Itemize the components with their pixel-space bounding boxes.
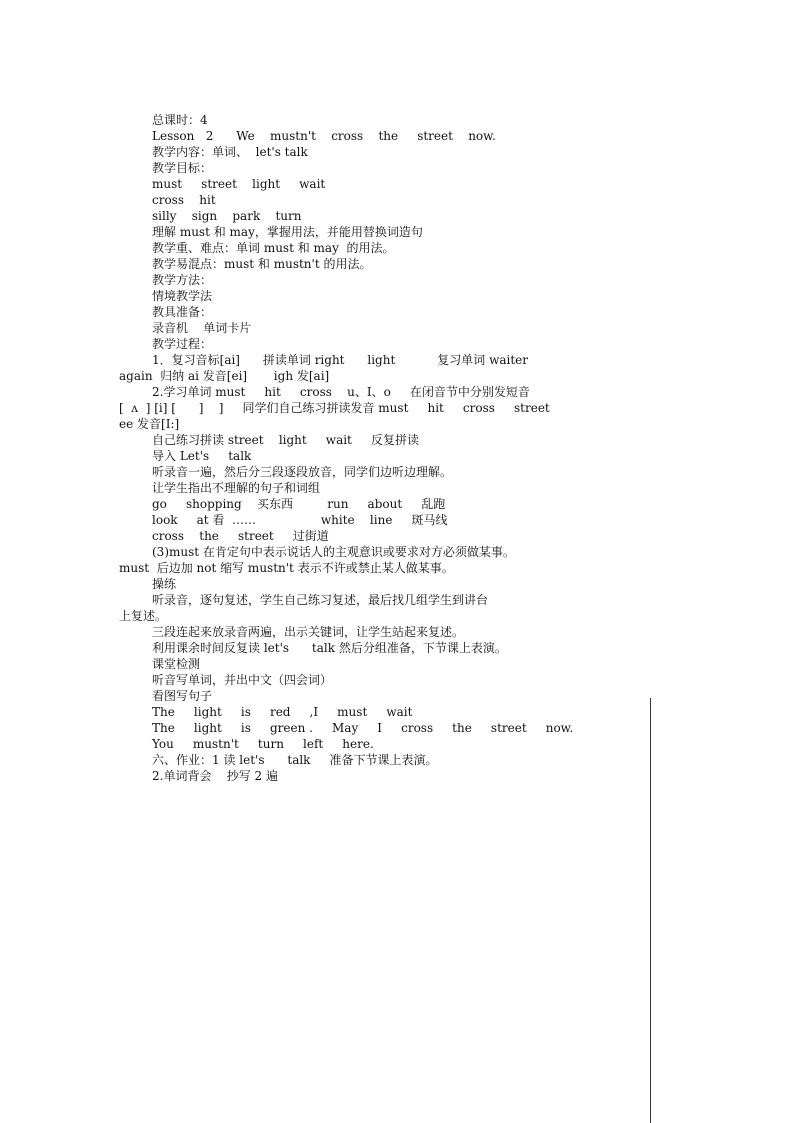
text-line: 2.单词背会 抄写 2 遍	[152, 769, 278, 783]
text-line: 教学方法：	[152, 273, 213, 287]
text-line: [ ʌ ] [i] [ ] ] 同学们自己练习拼读发音 must hit cross street	[119, 401, 550, 415]
text-line: 看图写句子	[152, 689, 213, 703]
text-line: 理解 must 和 may，掌握用法，并能用替换词造句	[152, 225, 423, 239]
text-line: 三段连起来放录音两遍，出示关键词，让学生站起来复述。	[152, 625, 465, 639]
text-line: go shopping 买东西 run about 乱跑	[152, 497, 446, 511]
text-line: look at 看 …… white line 斑马线	[152, 513, 448, 527]
text-line: 教学内容：单词、 let's talk	[152, 145, 308, 159]
text-line: 导入 Let's talk	[152, 449, 252, 463]
text-line: 让学生指出不理解的句子和词组	[152, 481, 321, 495]
text-line: 教学过程：	[152, 337, 213, 351]
text-line: 教具准备：	[152, 305, 213, 319]
text-line: You mustn't turn left here.	[152, 737, 374, 751]
text-line: 利用课余时间反复读 let's talk 然后分组准备，下节课上表演。	[152, 641, 507, 655]
text-line: 教学重、难点：单词 must 和 may 的用法。	[152, 241, 395, 255]
text-line: 教学易混点：must 和 mustn't 的用法。	[152, 257, 372, 271]
margin-rule	[650, 698, 651, 1123]
text-line: Lesson 2 We mustn't cross the street now.	[152, 129, 496, 143]
text-line: 听音写单词，并出中文（四会词）	[152, 673, 333, 687]
text-line: The light is green . May I cross the street now.	[152, 721, 574, 735]
text-line: 上复述。	[119, 609, 168, 623]
text-line: 情境教学法	[152, 289, 213, 303]
text-line: 操练	[152, 577, 177, 591]
text-line: 课堂检测	[152, 657, 201, 671]
text-line: ee 发音[I:]	[119, 417, 180, 431]
text-line: cross the street 过街道	[152, 529, 329, 543]
text-line: 六、作业：1 读 let's talk 准备下节课上表演。	[152, 753, 438, 767]
text-line: cross hit	[152, 193, 216, 207]
text-line: (3)must 在肯定句中表示说话人的主观意识或要求对方必须做某事。	[152, 545, 515, 559]
text-line: 听录音一遍，然后分三段逐段放音，同学们边听边理解。	[152, 465, 453, 479]
text-line: 2.学习单词 must hit cross u、I、o 在闭音节中分别发短音	[152, 385, 530, 399]
text-line: 教学目标：	[152, 161, 213, 175]
text-line: 自己练习拼读 street light wait 反复拼读	[152, 433, 419, 447]
text-line: 1．复习音标[ai] 拼读单词 right light 复习单词 waiter	[152, 353, 528, 367]
text-line: must 后边加 not 缩写 mustn't 表示不许或禁止某人做某事。	[119, 561, 454, 575]
text-line: must street light wait	[152, 177, 326, 191]
text-line: The light is red ,I must wait	[152, 705, 413, 719]
text-line: 录音机 单词卡片	[152, 321, 252, 335]
text-line: again 归纳 ai 发音[ei] igh 发[ai]	[119, 369, 330, 383]
text-line: 总课时：4	[152, 113, 208, 127]
text-line: 听录音，逐句复述，学生自己练习复述，最后找几组学生到讲台	[152, 593, 489, 607]
text-line: silly sign park turn	[152, 209, 302, 223]
